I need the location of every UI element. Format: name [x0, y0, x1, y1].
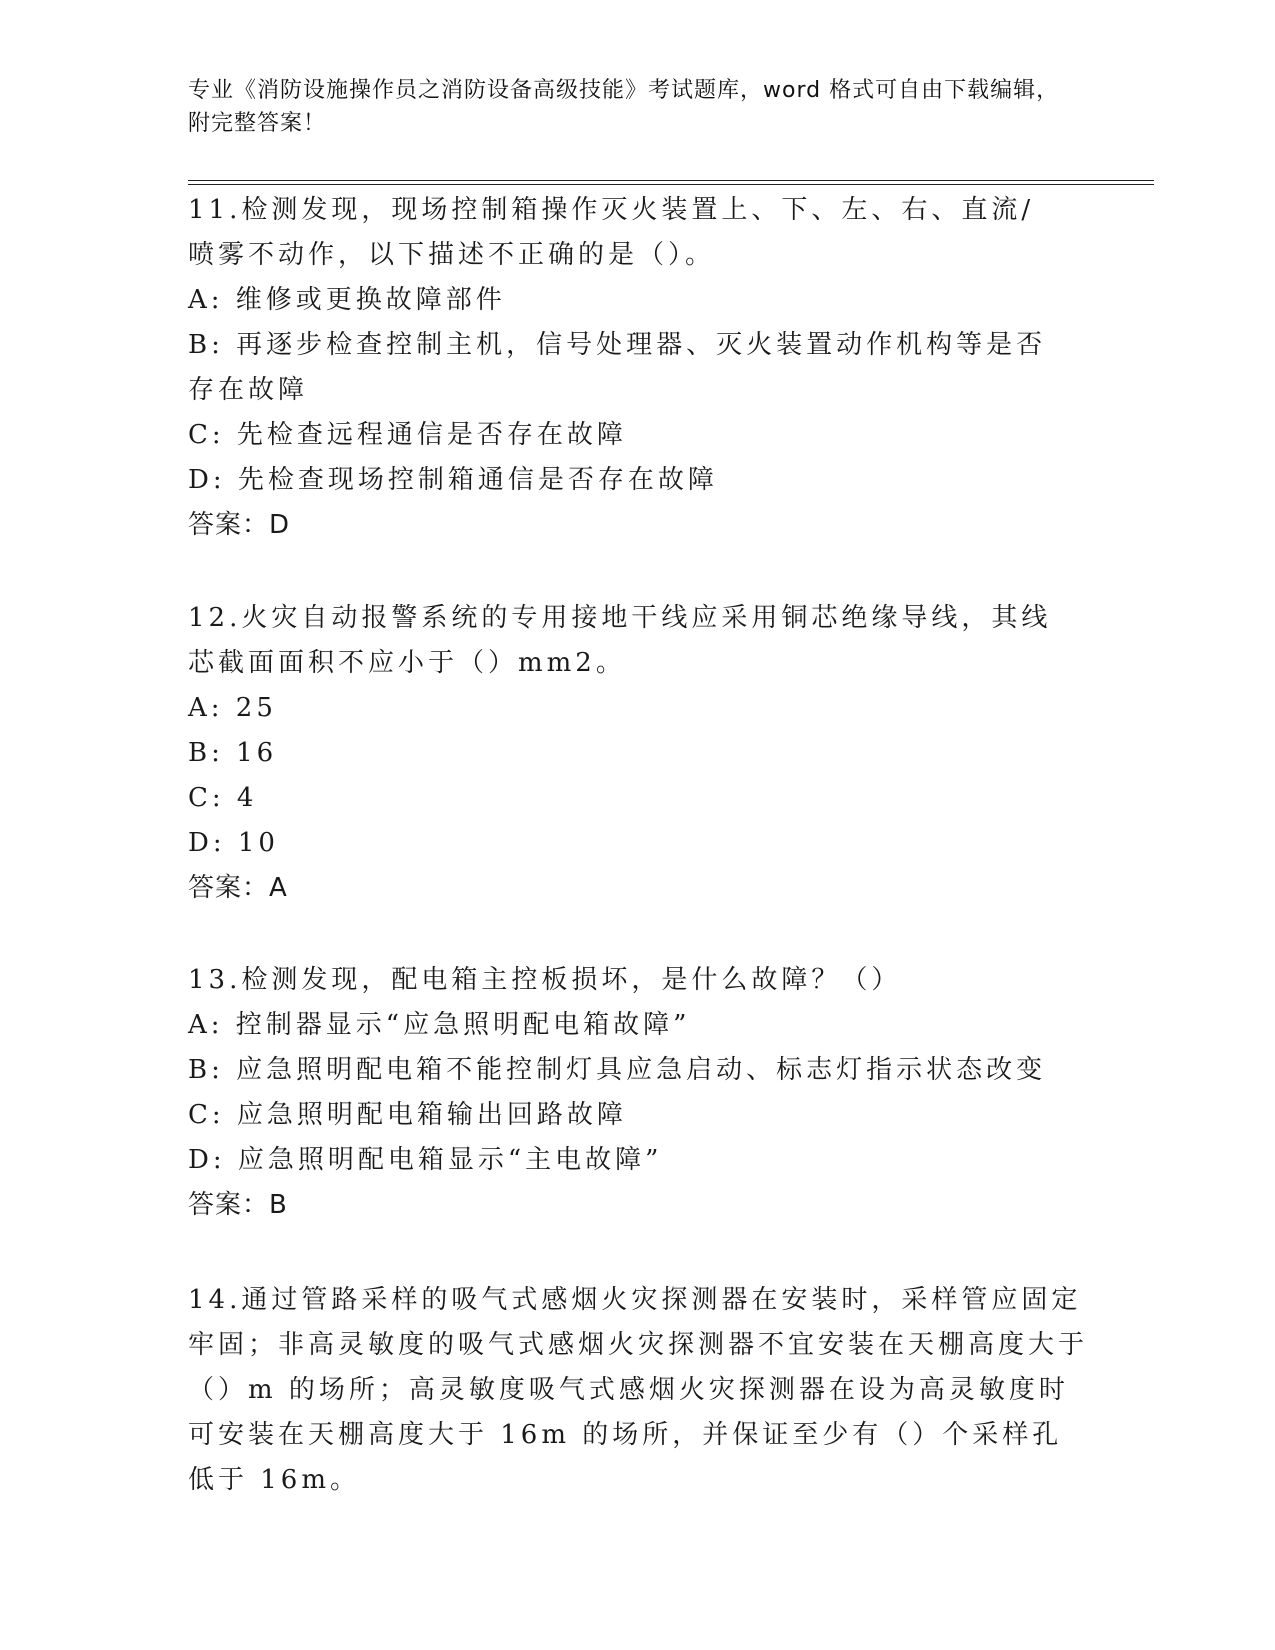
question-11 — [188, 188, 1088, 548]
option-a: A: 25 — [188, 693, 277, 723]
question-12 — [188, 596, 1088, 911]
document-header: 专业《消防设施操作员之消防设备高级技能》考试题库，word 格式可自由下载编辑，附完整答案！ — [188, 78, 1060, 136]
question-stem: 13.检测发现，配电箱主控板损坏，是什么故障？（） — [188, 965, 902, 995]
option-a: A: 维修或更换故障部件 — [188, 285, 506, 315]
option-d: D: 先检查现场控制箱通信是否存在故障 — [188, 465, 718, 495]
option-c: C: 应急照明配电箱输出回路故障 — [188, 1100, 627, 1130]
answer-line: 答案：A — [188, 873, 288, 903]
option-a: A: 控制器显示“应急照明配电箱故障” — [188, 1010, 691, 1040]
option-b: B: 16 — [188, 738, 278, 768]
answer-line: 答案：B — [188, 1190, 288, 1220]
option-d: D: 应急照明配电箱显示“主电故障” — [188, 1145, 663, 1175]
question-13 — [188, 958, 1088, 1228]
option-d: D: 10 — [188, 828, 279, 858]
question-stem: 11.检测发现，现场控制箱操作灭火装置上、下、左、右、直流/喷雾不动作，以下描述不正确的是（）。 — [188, 195, 1035, 270]
option-b: B: 应急照明配电箱不能控制灯具应急启动、标志灯指示状态改变 — [188, 1055, 1047, 1085]
header-divider-bottom — [188, 184, 1154, 185]
option-c: C: 先检查远程通信是否存在故障 — [188, 420, 627, 450]
option-c: C: 4 — [188, 783, 258, 813]
question-stem: 14.通过管路采样的吸气式感烟火灾探测器在安装时，采样管应固定牢固；非高灵敏度的吸气式感烟火灾探测器不宜安装在天棚高度大于（）m 的场所；高灵敏度吸气式感烟火灾探测器在设为高灵敏度时可安装在天棚高度大于 16m 的场所，并保证至少有（）个采样孔低于 16m。 — [188, 1285, 1089, 1495]
question-14 — [188, 1278, 1088, 1503]
question-stem: 12.火灾自动报警系统的专用接地干线应采用铜芯绝缘导线，其线芯截面面积不应小于（）mm2。 — [188, 603, 1052, 678]
header-divider-top — [188, 180, 1154, 181]
option-b: B: 再逐步检查控制主机，信号处理器、灭火装置动作机构等是否存在故障 — [188, 330, 1047, 405]
answer-line: 答案：D — [188, 510, 291, 540]
